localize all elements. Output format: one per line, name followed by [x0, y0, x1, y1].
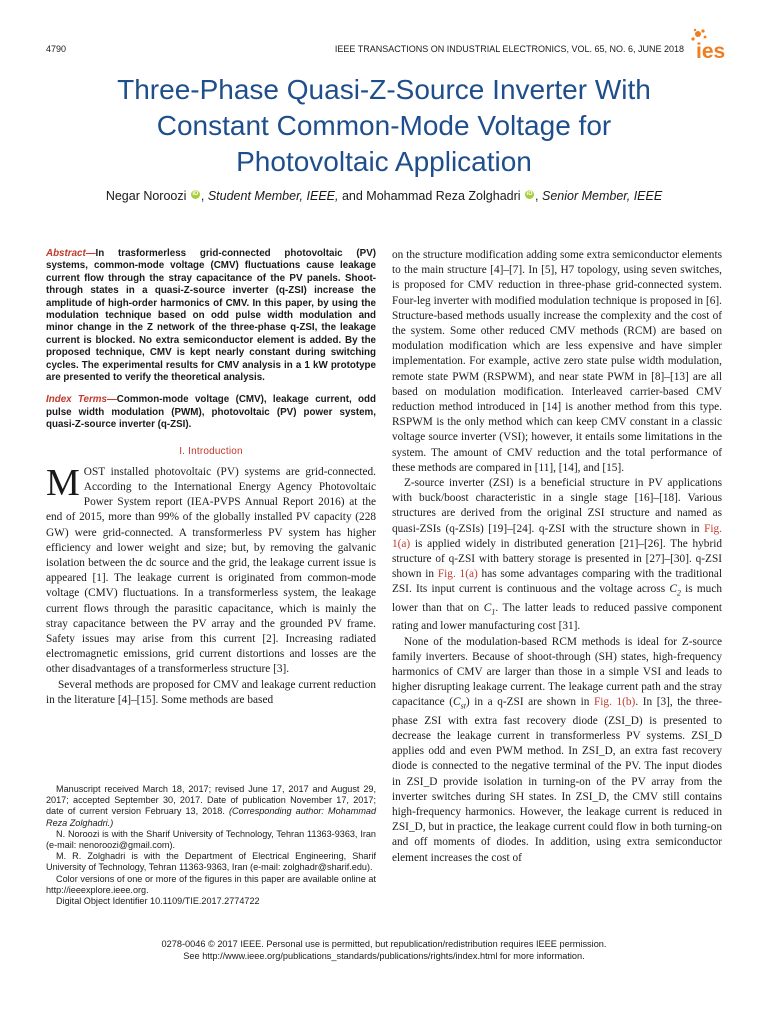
paper-title [40, 72, 728, 180]
journal-name: IEEE TRANSACTIONS ON INDUSTRIAL ELECTRONICS, VOL. 65, NO. 6, JUNE 2018 [334, 44, 684, 54]
figure-link-1b[interactable]: Fig. 1(b) [594, 696, 636, 709]
intro-paragraph-1-text: OST installed photovoltaic (PV) systems are grid-connected. According to the International Energy Agency Photovoltaic Power System report (IEA-PVPS Annual Report 2016) at the end of 2015, more than 99% of the globally installed PV capacity (228 GW) were grid-connected. A transformerless PV system has higher efficiency and lower weight and size; but, by removing the galvanic isolation between the dc source and the grid, the leakage current issue is appeared [1]. The leakage current is originated from common-mode voltage (CMV) fluctuations. In a transformerless system, the leakage current flows through the parasitic capacitance, which is mainly the stray capacitance between the PV array and the grounded PV frame. Safety issues may arise from this current [2]. Increasing radiated electromagnetic emissions, grid current distortions and losses are the other disadvantages of a transformerless structure [3]. [46, 465, 376, 676]
title-line-1: Three-Phase Quasi-Z-Source Inverter With [117, 74, 651, 105]
text-span: . The latter leads to reduced passive component rating and lower manufacturing cost [31]. [392, 601, 722, 633]
copyright-line-2: See http://www.ieee.org/publications_standards/publications/rights/index.html for more information. [183, 951, 585, 961]
text-span: None of the modulation-based RCM methods is ideal for Z-source family inverters. Because of shoot-through (SH) states, high-frequency harmonics of CMV are larger than those in a simple VSI and leads to higher disrupting leakage current. The leakage current path and the stray capacitance ( [392, 635, 722, 709]
corresponding-author: (Corresponding author: Mohammad Reza Zolghadri.) [46, 806, 377, 828]
author-line: Negar Noroozi iD , Student Member, IEEE, and Mohammad Reza Zolghadri iD , Senior Member, IEEE [105, 189, 663, 203]
footnote-author-2: M. R. Zolghadri is with the Department of Electrical Engineering, Sharif University of Technology, Tehran 11363-9363, Iran (e-mail: zolghadr@sharif.edu). [46, 851, 376, 873]
right-paragraph-1: on the structure modification adding some extra semiconductor elements to the main structure [4]–[7]. In [5], H7 topology, using seven switches, is proposed for CMV reduction in three-phase grid-connected system. Four-leg inverter with modified modulation technique is proposed in [6]. Structure-based methods usually increase the complexity and the cost of the system. Some other reduced CMV methods (RCM) are based on modulation modification which are less expensive and have simpler implementation. For example, active zero state pulse width modulation, remote state PWM (RSPWM), and near state PWM in [8]–[13] are all based on modulation modification. Interleaved carrier-based CMV reduction method introduced in [14] is another method from this type. RSPWM is the only method which can keep CMV constant in a classic voltage source inverter (VSI); however, it entails some limitations in the system. The amount of CMV reduction and the total performance of these methods are compared in [11], [14], and [15]. [392, 249, 722, 474]
page-number: 4790 [46, 44, 67, 54]
author-2-role: Senior Member, IEEE [541, 189, 663, 203]
text-span: is applied widely in distributed generation [21]–[26]. The hybrid structure of q-ZSI with battery storage is presented in [27]–[30]. q-ZSI shown in [392, 537, 722, 581]
copyright-line-1: 0278-0046 © 2017 IEEE. Personal use is permitted, but republication/redistribution requires IEEE permission. [161, 939, 607, 949]
text-span: is much lower than that on [392, 583, 722, 614]
orcid-icon[interactable]: iD [526, 191, 533, 197]
running-header [46, 44, 684, 54]
abstract-lead: Abstract— [46, 248, 96, 259]
footnote-manuscript: Manuscript received March 18, 2017; revised June 17, 2017 and August 29, 2017; accepted September 30, 2017. Date of publication November 17, 2017; date of current version February 13, 2018. (Corresponding author: Mohammad Reza Zolghadri.) [46, 784, 377, 828]
abstract [46, 248, 376, 384]
figure-link-1a[interactable]: Fig. 1(a) [437, 568, 478, 581]
title-line-2: Constant Common-Mode Voltage for [156, 110, 612, 141]
author-2: Mohammad Reza Zolghadri [366, 189, 521, 203]
section-heading-introduction: I. Introduction [179, 445, 243, 457]
footnote-color-versions: Color versions of one or more of the figures in this paper are available online at http://ieeexplore.ieee.org. [46, 873, 376, 895]
copyright-footer [40, 938, 728, 962]
right-paragraph-2 [392, 476, 722, 635]
author-1: Negar Noroozi [105, 189, 187, 203]
right-paragraph-3 [392, 635, 722, 866]
title-line-3: Photovoltaic Application [236, 146, 532, 177]
footnote-doi: Digital Object Identifier 10.1109/TIE.2017.2774722 [56, 896, 260, 907]
author-1-role: Student Member, IEEE, [207, 189, 339, 203]
symbol-c2: $C_2$ [669, 583, 681, 598]
left-column [46, 248, 376, 708]
figure-link-1a[interactable]: Fig. 1(a) [392, 522, 723, 550]
index-terms [46, 394, 376, 431]
index-terms-lead: Index Terms— [46, 394, 117, 406]
text-span: Z-source inverter (ZSI) is a beneficial structure in PV applications with buck/boost characteristic in a single stage [16]–[18]. Various structures are derived from the original ZSI structure and named as quasi-ZSIs (q-ZSIs) [19]–[24]. q-ZSI with the structure shown in [392, 477, 722, 535]
symbol-c1: $C_1$ [483, 601, 496, 617]
ies-logo [690, 28, 738, 62]
footnotes [46, 784, 376, 907]
intro-paragraph-1 [46, 461, 376, 678]
author-conjunction: and [341, 189, 363, 203]
orcid-icon[interactable]: iD [192, 191, 199, 197]
logo-lettering: ies [696, 40, 726, 62]
text-span: has some advantages comparing with the traditional ZSI. Its input current is continuous and the voltage across [392, 568, 722, 596]
index-terms-text: Common-mode voltage (CMV), leakage current, odd pulse width modulation (PWM), photovoltaic (PV) power system, quasi-Z-source inverter (q-ZSI). [46, 394, 376, 431]
abstract-text: In trasformerless grid-connected photovoltaic (PV) systems, common-mode voltage (CMV) fluctuations cause leakage current flow through the stray capacitance of the PV panels. Shoot-through states in a quasi-Z-source inverter (q-ZSI) increase the amplitude of high-order harmonics of CMV. In this paper, by using the modulation technique based on odd pulse width modulation and minor change in the Z network of the three-phase q-ZSI, the leakage current is blocked. No extra semiconductor element is added. By the proposed technique, CMV is kept nearly constant during switching cycles. The experimental results for CMV analysis in a 1 kW prototype are presented to verify the theoretical analysis. [46, 248, 376, 384]
intro-paragraph-2: Several methods are proposed for CMV and leakage current reduction in the literature [4]–[15]. Some methods are based [46, 678, 376, 706]
text-span: . In [3], the three-phase ZSI with extra fast recovery diode (ZSI_D) is presented to decrease the leakage current in transformerless PV systems. ZSI_D applies odd and even PWM method. In ZSI_D, an extra fast recovery diode is connected to the negative terminal of the PV. The input diodes in ZSI_D provide isolation in turning-on of the PV array from the inverter switches during SH states. In ZSI_D, the CMV still contains high-frequency harmonics. However, the leakage current is reduced in ZSI_D, but in practice, the leakage current could flow in both turning-on and off moments of diodes. In addition, using extra semiconductor element increases the cost of [392, 696, 723, 864]
text-span: ) in a q-ZSI are shown in [465, 696, 590, 709]
right-column [392, 248, 722, 866]
symbol-cst: $C_{st}$ [453, 696, 466, 711]
drop-cap: M [46, 461, 80, 504]
footnote-author-1: N. Noroozi is with the Sharif University of Technology, Tehran 11363-9363, Iran (e-mail: nenoroozi@gmail.com). [46, 828, 376, 851]
